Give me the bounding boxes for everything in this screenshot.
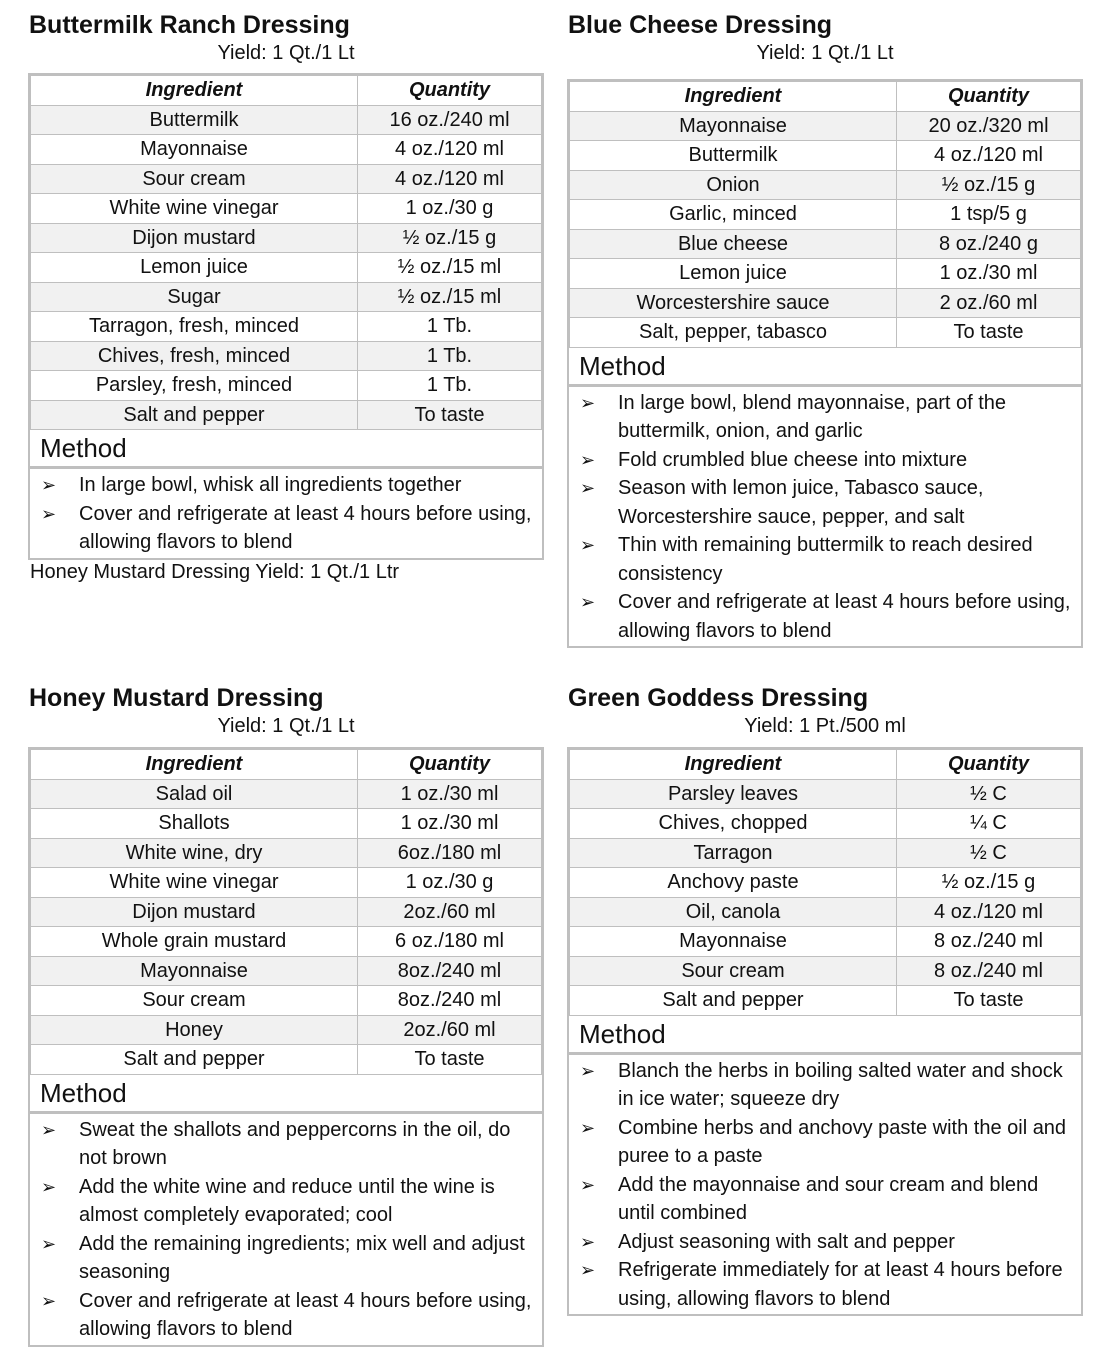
table-row (570, 111, 1081, 141)
method-label: Method (569, 348, 1081, 387)
method-step (569, 474, 1073, 531)
method-step-text: Blanch the herbs in boiling salted water and shock in ice water; squeeze dry (618, 1059, 1063, 1110)
quantity-cell: 1 oz./30 ml (358, 779, 542, 809)
ingredient-cell: Chives, chopped (570, 809, 897, 839)
method-step-text: Adjust seasoning with salt and pepper (618, 1230, 955, 1253)
ingredient-cell: Honey (31, 1015, 358, 1045)
table-row (31, 779, 542, 809)
quantity-cell: 20 oz./320 ml (897, 111, 1081, 141)
honey-mustard-yield-note: Honey Mustard Dressing Yield: 1 Qt./1 Ltr (30, 561, 400, 583)
ingredient-cell: Parsley leaves (570, 779, 897, 809)
quantity-cell: 8 oz./240 ml (897, 927, 1081, 957)
table-row (570, 897, 1081, 927)
arrow-bullet-icon: ➢ (580, 1060, 596, 1081)
quantity-cell: To taste (897, 318, 1081, 348)
quantity-cell: ½ C (897, 779, 1081, 809)
quantity-cell: 8 oz./240 g (897, 229, 1081, 259)
table-row (31, 809, 542, 839)
recipe-title: Green Goddess Dressing (568, 684, 869, 712)
method-step-text: Add the mayonnaise and sour cream and blend until combined (618, 1173, 1039, 1224)
method-step-text: Cover and refrigerate at least 4 hours before using, allowing flavors to blend (618, 591, 1071, 642)
ingredient-cell: Sour cream (31, 986, 358, 1016)
table-row (31, 223, 542, 253)
ingredient-cell: Chives, fresh, minced (31, 341, 358, 371)
quantity-cell: To taste (358, 1045, 542, 1075)
table-row (31, 194, 542, 224)
table-row (31, 312, 542, 342)
method-step-text: Fold crumbled blue cheese into mixture (618, 448, 968, 471)
ingredient-table (569, 749, 1081, 1016)
method-label: Method (569, 1016, 1081, 1055)
quantity-cell: 2 oz./60 ml (897, 288, 1081, 318)
table-row (570, 779, 1081, 809)
quantity-cell: 1 Tb. (358, 371, 542, 401)
arrow-bullet-icon: ➢ (580, 1174, 596, 1195)
quantity-cell: 6 oz./180 ml (358, 927, 542, 957)
quantity-cell: ½ oz./15 ml (358, 282, 542, 312)
ingredient-cell: Salt and pepper (570, 986, 897, 1016)
arrow-bullet-icon: ➢ (580, 392, 596, 413)
quantity-cell: 1 oz./30 ml (358, 809, 542, 839)
recipe-yield: Yield: 1 Pt./500 ml (744, 715, 906, 737)
table-row (31, 105, 542, 135)
ingredient-cell: Salt, pepper, tabasco (570, 318, 897, 348)
arrow-bullet-icon: ➢ (580, 1231, 596, 1252)
ingredient-cell: Salad oil (31, 779, 358, 809)
recipe-yield: Yield: 1 Qt./1 Lt (217, 42, 355, 64)
ingredient-cell: Garlic, minced (570, 200, 897, 230)
arrow-bullet-icon: ➢ (41, 503, 57, 524)
method-step-text: Cover and refrigerate at least 4 hours before using, allowing flavors to blend (79, 502, 532, 553)
quantity-cell: 1 oz./30 g (358, 868, 542, 898)
method-step (30, 1287, 534, 1344)
ingredient-cell: Sour cream (570, 956, 897, 986)
ingredient-cell: Mayonnaise (570, 927, 897, 957)
recipe-buttermilk-ranch (28, 10, 544, 560)
quantity-cell: ½ oz./15 g (897, 170, 1081, 200)
method-step-text: In large bowl, blend mayonnaise, part of the buttermilk, onion, and garlic (618, 391, 1007, 442)
method-step-text: Add the white wine and reduce until the wine is almost completely evaporated; cool (79, 1175, 495, 1226)
table-row (31, 868, 542, 898)
method-label: Method (30, 430, 542, 469)
method-step (569, 1228, 1073, 1257)
arrow-bullet-icon: ➢ (41, 1233, 57, 1254)
method-step (569, 1057, 1073, 1114)
ingredient-table (30, 749, 542, 1075)
quantity-cell: 4 oz./120 ml (897, 897, 1081, 927)
table-row (31, 986, 542, 1016)
method-step (569, 446, 1073, 475)
method-step (569, 1256, 1073, 1313)
quantity-cell: 1 oz./30 ml (897, 259, 1081, 289)
method-step-text: Add the remaining ingredients; mix well and adjust seasoning (79, 1232, 525, 1283)
method-step (30, 471, 534, 500)
quantity-cell: ½ C (897, 838, 1081, 868)
method-step (30, 1230, 534, 1287)
method-steps (30, 1114, 542, 1345)
quantity-cell: 8oz./240 ml (358, 956, 542, 986)
table-row (31, 135, 542, 165)
quantity-cell: 4 oz./120 ml (897, 141, 1081, 171)
ingredient-table (30, 75, 542, 430)
method-label: Method (30, 1075, 542, 1114)
method-step-text: Combine herbs and anchovy paste with the oil and puree to a paste (618, 1116, 1067, 1167)
table-row (570, 229, 1081, 259)
method-step-text: Thin with remaining buttermilk to reach desired consistency (618, 534, 1033, 585)
table-row (570, 809, 1081, 839)
header-quantity: Quantity (897, 82, 1081, 112)
method-steps (569, 387, 1081, 647)
quantity-cell: 8oz./240 ml (358, 986, 542, 1016)
quantity-cell: 6oz./180 ml (358, 838, 542, 868)
arrow-bullet-icon: ➢ (580, 592, 596, 612)
arrow-bullet-icon: ➢ (41, 1290, 57, 1311)
method-step (30, 1116, 534, 1173)
quantity-cell: ½ oz./15 g (358, 223, 542, 253)
quantity-cell: ¼ C (897, 809, 1081, 839)
recipe-box (28, 73, 544, 560)
ingredient-cell: Lemon juice (31, 253, 358, 283)
quantity-cell: ½ oz./15 g (897, 868, 1081, 898)
table-row (31, 164, 542, 194)
ingredient-cell: Buttermilk (31, 105, 358, 135)
quantity-cell: To taste (358, 400, 542, 430)
quantity-cell: 16 oz./240 ml (358, 105, 542, 135)
quantity-cell: 1 Tb. (358, 341, 542, 371)
ingredient-cell: Sour cream (31, 164, 358, 194)
method-step-text: Cover and refrigerate at least 4 hours before using, allowing flavors to blend (79, 1289, 532, 1340)
table-row (31, 897, 542, 927)
method-step (569, 1114, 1073, 1171)
quantity-cell: 1 tsp/5 g (897, 200, 1081, 230)
ingredient-cell: Blue cheese (570, 229, 897, 259)
method-steps (569, 1055, 1081, 1315)
ingredient-cell: Shallots (31, 809, 358, 839)
arrow-bullet-icon: ➢ (41, 1176, 57, 1197)
method-step-text: Season with lemon juice, Tabasco sauce, Worcestershire sauce, pepper, and salt (618, 477, 984, 528)
recipe-honey-mustard (28, 683, 544, 1347)
recipe-box (567, 747, 1083, 1316)
recipe-yield: Yield: 1 Qt./1 Lt (217, 715, 355, 737)
table-row (31, 282, 542, 312)
method-step (569, 389, 1073, 446)
table-row (570, 170, 1081, 200)
recipe-box (28, 747, 544, 1347)
ingredient-cell: Dijon mustard (31, 897, 358, 927)
recipe-title: Buttermilk Ranch Dressing (29, 11, 350, 39)
table-row (570, 986, 1081, 1016)
ingredient-cell: Buttermilk (570, 141, 897, 171)
method-step (30, 500, 534, 557)
table-row (570, 200, 1081, 230)
table-row (31, 956, 542, 986)
method-step-text: Sweat the shallots and peppercorns in the oil, do not brown (79, 1118, 511, 1169)
header-quantity: Quantity (358, 76, 542, 106)
quantity-cell: 4 oz./120 ml (358, 135, 542, 165)
table-row (570, 956, 1081, 986)
ingredient-table (569, 81, 1081, 348)
ingredient-cell: Tarragon, fresh, minced (31, 312, 358, 342)
arrow-bullet-icon: ➢ (41, 1119, 57, 1140)
ingredient-cell: Sugar (31, 282, 358, 312)
table-row (31, 341, 542, 371)
ingredient-cell: Mayonnaise (31, 135, 358, 165)
ingredient-cell: Salt and pepper (31, 400, 358, 430)
method-step (569, 1171, 1073, 1228)
header-ingredient: Ingredient (570, 750, 897, 780)
quantity-cell: 1 Tb. (358, 312, 542, 342)
method-step (30, 1173, 534, 1230)
header-quantity: Quantity (358, 750, 542, 780)
table-row (31, 1015, 542, 1045)
ingredient-cell: Mayonnaise (570, 111, 897, 141)
method-step (569, 531, 1073, 588)
quantity-cell: 2oz./60 ml (358, 897, 542, 927)
table-row (31, 838, 542, 868)
header-ingredient: Ingredient (570, 82, 897, 112)
ingredient-cell: White wine, dry (31, 838, 358, 868)
arrow-bullet-icon: ➢ (580, 449, 596, 470)
ingredient-cell: Salt and pepper (31, 1045, 358, 1075)
table-row (31, 927, 542, 957)
table-row (570, 288, 1081, 318)
table-row (570, 838, 1081, 868)
method-steps (30, 469, 542, 558)
table-row (570, 318, 1081, 348)
table-row (570, 259, 1081, 289)
ingredient-cell: Oil, canola (570, 897, 897, 927)
arrow-bullet-icon: ➢ (580, 535, 596, 555)
arrow-bullet-icon: ➢ (580, 1117, 596, 1138)
recipe-box (567, 79, 1083, 648)
ingredient-cell: Worcestershire sauce (570, 288, 897, 318)
quantity-cell: 8 oz./240 ml (897, 956, 1081, 986)
header-ingredient: Ingredient (31, 76, 358, 106)
ingredient-cell: Tarragon (570, 838, 897, 868)
header-ingredient: Ingredient (31, 750, 358, 780)
recipe-yield: Yield: 1 Qt./1 Lt (756, 42, 894, 64)
recipe-title: Honey Mustard Dressing (29, 684, 324, 712)
table-row (31, 253, 542, 283)
ingredient-cell: White wine vinegar (31, 194, 358, 224)
ingredient-cell: Anchovy paste (570, 868, 897, 898)
ingredient-cell: White wine vinegar (31, 868, 358, 898)
ingredient-cell: Mayonnaise (31, 956, 358, 986)
method-step-text: In large bowl, whisk all ingredients together (79, 474, 462, 496)
arrow-bullet-icon: ➢ (580, 1260, 596, 1280)
quantity-cell: 4 oz./120 ml (358, 164, 542, 194)
recipe-green-goddess (567, 683, 1083, 1316)
quantity-cell: 2oz./60 ml (358, 1015, 542, 1045)
recipe-title: Blue Cheese Dressing (568, 11, 832, 39)
ingredient-cell: Parsley, fresh, minced (31, 371, 358, 401)
quantity-cell: ½ oz./15 ml (358, 253, 542, 283)
ingredient-cell: Onion (570, 170, 897, 200)
ingredient-cell: Dijon mustard (31, 223, 358, 253)
header-quantity: Quantity (897, 750, 1081, 780)
table-row (31, 1045, 542, 1075)
ingredient-cell: Whole grain mustard (31, 927, 358, 957)
ingredient-cell: Lemon juice (570, 259, 897, 289)
quantity-cell: To taste (897, 986, 1081, 1016)
method-step-text: Refrigerate immediately for at least 4 hours before using, allowing flavors to blend (618, 1259, 1063, 1310)
recipe-blue-cheese (567, 10, 1083, 648)
table-row (31, 371, 542, 401)
quantity-cell: 1 oz./30 g (358, 194, 542, 224)
arrow-bullet-icon: ➢ (580, 478, 596, 498)
table-row (31, 400, 542, 430)
table-row (570, 927, 1081, 957)
arrow-bullet-icon: ➢ (41, 475, 57, 495)
method-step (569, 588, 1073, 645)
table-row (570, 868, 1081, 898)
table-row (570, 141, 1081, 171)
